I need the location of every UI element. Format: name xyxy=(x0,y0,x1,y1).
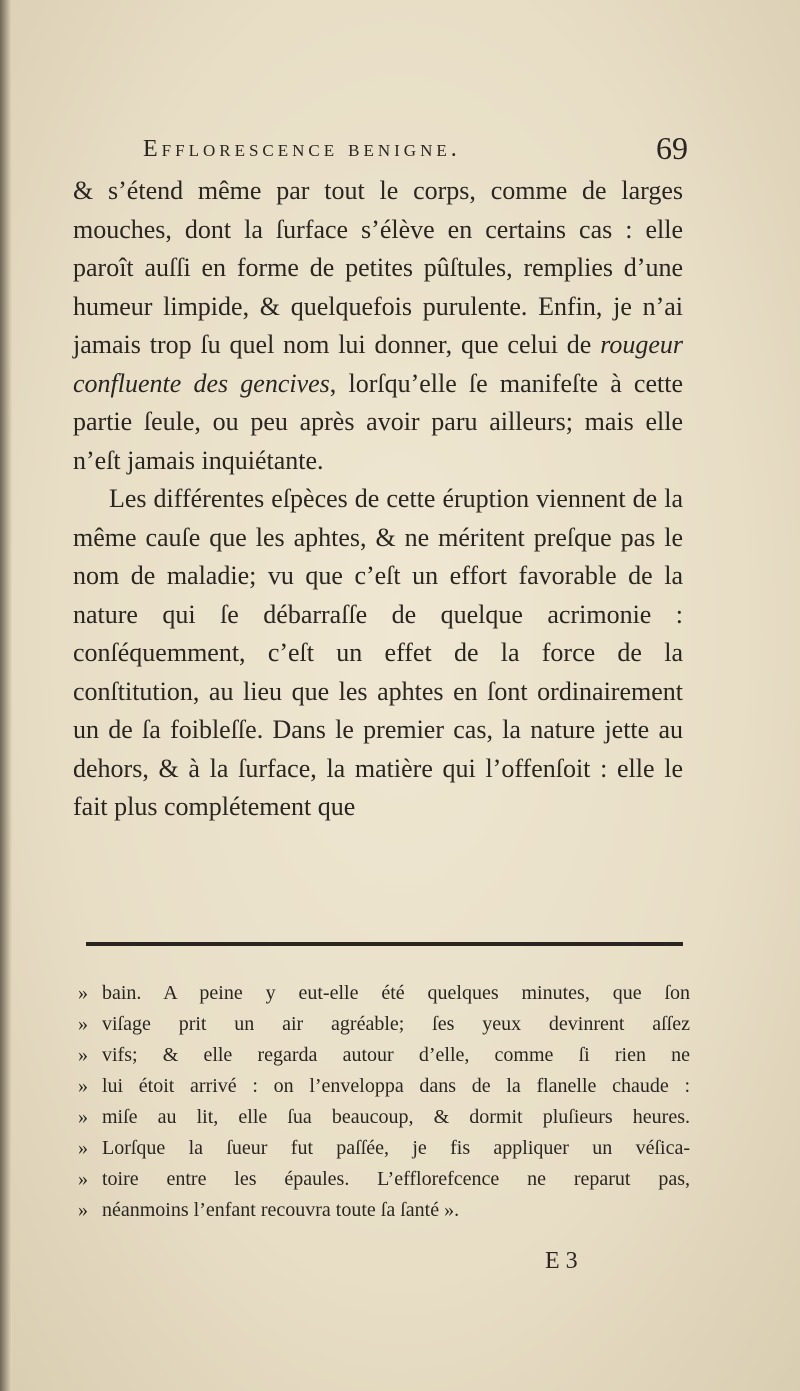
running-head xyxy=(143,130,688,170)
quote-mark: » xyxy=(78,1199,88,1221)
quote-mark: » xyxy=(78,1075,88,1097)
footnote-line xyxy=(78,1040,690,1071)
paragraph-1 xyxy=(73,172,683,480)
footnote-line xyxy=(78,1071,690,1102)
page-gutter xyxy=(0,0,12,1391)
footnote-line xyxy=(78,978,690,1009)
footnote-line-text: toire entre les épaules. L’efflorefcence ne reparut pas, xyxy=(102,1168,690,1190)
italic-term: rougeur confluente des gencives xyxy=(73,330,683,398)
footnote-rule xyxy=(86,942,683,946)
quote-mark: » xyxy=(78,982,88,1004)
paragraph-1-end: , lorſqu’elle ſe manifeſte à cette partie ſeule, ou peu après avoir paru ailleurs; mais elle n’eſt jamais inquiétante. xyxy=(73,368,683,475)
quote-mark: » xyxy=(78,1106,88,1128)
footnote-line xyxy=(78,1102,690,1133)
footnote-line-text: vifs; & elle regarda autour d’elle, comme ſi rien ne xyxy=(102,1044,690,1066)
footnote-line xyxy=(78,1195,690,1226)
page-number: 69 xyxy=(656,130,688,166)
quote-mark: » xyxy=(78,1013,88,1035)
footnote-line xyxy=(78,1009,690,1040)
quote-mark: » xyxy=(78,1044,88,1066)
signature-mark: E 3 xyxy=(545,1248,578,1274)
footnote-line xyxy=(78,1164,690,1195)
footnote-line-text: viſage prit un air agréable; ſes yeux devinrent aſſez xyxy=(102,1013,690,1035)
footnote-line-text: lui étoit arrivé : on l’enveloppa dans de la flanelle chaude : xyxy=(102,1075,690,1097)
footnote-line-text: bain. A peine y eut-elle été quelques minutes, que ſon xyxy=(102,982,690,1004)
footnote-block xyxy=(78,978,690,1226)
running-title: Efflorescence benigne. xyxy=(143,136,461,162)
footnote-line-text: Lorſque la ſueur fut paſſée, je fis appliquer un véſica- xyxy=(102,1137,690,1159)
footnote-line-text: néanmoins l’enfant recouvra toute ſa ſanté ». xyxy=(102,1199,460,1221)
main-text xyxy=(73,172,683,827)
footnote-line xyxy=(78,1133,690,1164)
quote-mark: » xyxy=(78,1168,88,1190)
quote-mark: » xyxy=(78,1137,88,1159)
paragraph-2: Les différentes eſpèces de cette éruption viennent de la même cauſe que les aphtes, & ne méritent preſque pas le nom de maladie; vu que c’eſt un effort favorable de la nature qui ſe débarraſſe de quelque acrimonie : conſéquemment, c’eſt un effet de la force de la conſtitution, au lieu que les aphtes en ſont ordinairement un de ſa foibleſſe. Dans le premier cas, la nature jette au dehors, & à la ſurface, la matière qui l’offenſoit : elle le fait plus complétement que xyxy=(73,484,683,821)
footnote-line-text: miſe au lit, elle ſua beaucoup, & dormit pluſieurs heures. xyxy=(102,1106,690,1128)
paragraph-1-text: & s’étend même par tout le corps, comme de larges mouches, dont la ſurface s’élève en certains cas : elle paroît auſſi en forme de petites pûſtules, remplies d’une humeur limpide, & quelquefois purulente. Enfin, je n’ai jamais trop ſu quel nom lui donner, que celui de xyxy=(73,176,683,359)
